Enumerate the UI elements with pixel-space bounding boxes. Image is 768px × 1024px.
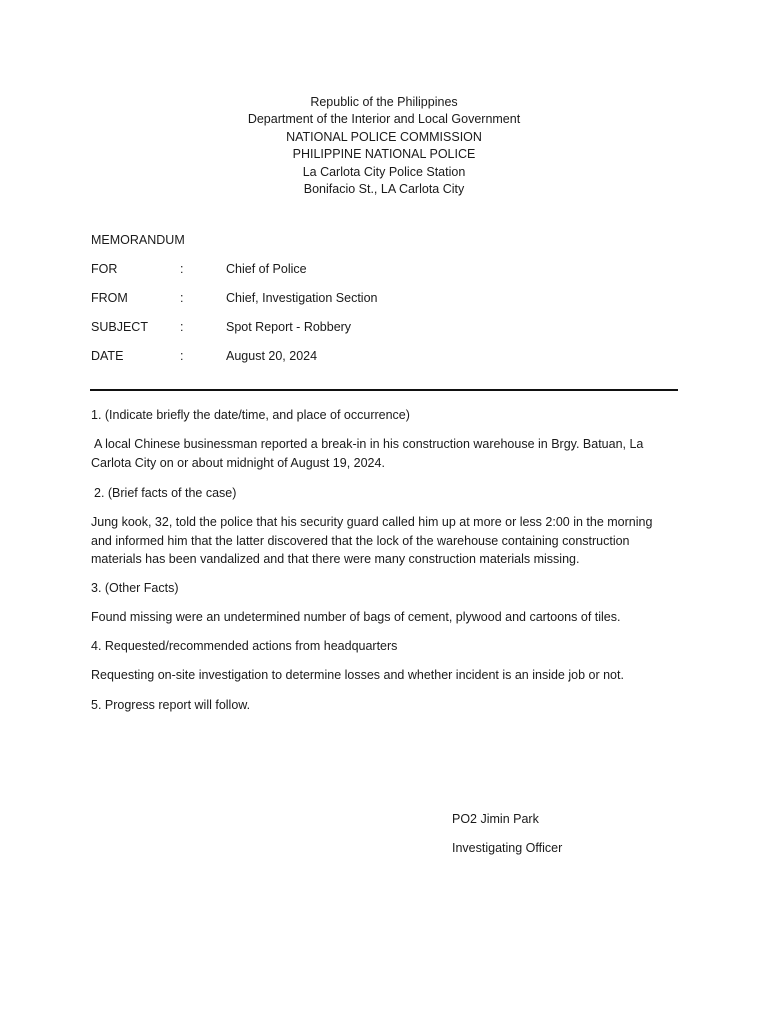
- section-3-text: Found missing were an undetermined number of bags of cement, plywood and cartoons of tiles.: [91, 610, 621, 624]
- signatory-position: Investigating Officer: [452, 841, 563, 855]
- letterhead-republic: Republic of the Philippines: [310, 95, 458, 109]
- section-5-heading: 5. Progress report will follow.: [91, 698, 251, 712]
- memo-row-date: [91, 349, 651, 367]
- letterhead-department: Department of the Interior and Local Government: [247, 112, 521, 127]
- letterhead-address: Bonifacio St., LA Carlota City: [303, 182, 465, 197]
- letterhead-station: La Carlota City Police Station: [302, 164, 466, 179]
- subject-colon: :: [180, 320, 184, 334]
- section-3-heading: 3. (Other Facts): [91, 581, 179, 595]
- for-label: FOR: [91, 262, 118, 276]
- date-value: August 20, 2024: [226, 349, 318, 363]
- horizontal-divider: [90, 389, 678, 391]
- from-value: Chief, Investigation Section: [226, 291, 378, 305]
- from-label: FROM: [91, 291, 128, 305]
- subject-label: SUBJECT: [91, 320, 148, 334]
- section-2-text: Jung kook, 32, told the police that his security guard called him up at more or less 2:00 in the morning and informed him that the latter discovered that the lock of the warehouse containing construction materials has been vandalized and that there were many construction materials missing.: [91, 515, 653, 567]
- section-2-heading: 2. (Brief facts of the case): [94, 486, 237, 500]
- section-4-text: Requesting on-site investigation to determine losses and whether incident is an inside job or not.: [91, 668, 624, 682]
- for-colon: :: [180, 262, 184, 276]
- memo-row-for: [91, 262, 651, 280]
- date-colon: :: [180, 349, 184, 363]
- section-4-heading: 4. Requested/recommended actions from headquarters: [91, 639, 398, 653]
- date-label: DATE: [91, 349, 124, 363]
- letterhead: [0, 94, 768, 198]
- memo-title: MEMORANDUM: [91, 233, 185, 247]
- signatory-name: PO2 Jimin Park: [452, 812, 539, 826]
- letterhead-commission: NATIONAL POLICE COMMISSION: [286, 129, 482, 144]
- memo-row-subject: [91, 320, 651, 338]
- memo-row-from: [91, 291, 651, 309]
- subject-value: Spot Report - Robbery: [226, 320, 352, 334]
- for-value: Chief of Police: [226, 262, 307, 276]
- section-1-text: A local Chinese businessman reported a break-in in his construction warehouse in Brgy. Batuan, La Carlota City on or about midnight of August 19, 2024.: [91, 437, 644, 470]
- from-colon: :: [180, 291, 184, 305]
- section-1-heading: 1. (Indicate briefly the date/time, and place of occurrence): [91, 408, 410, 422]
- letterhead-pnp: PHILIPPINE NATIONAL POLICE: [292, 147, 476, 162]
